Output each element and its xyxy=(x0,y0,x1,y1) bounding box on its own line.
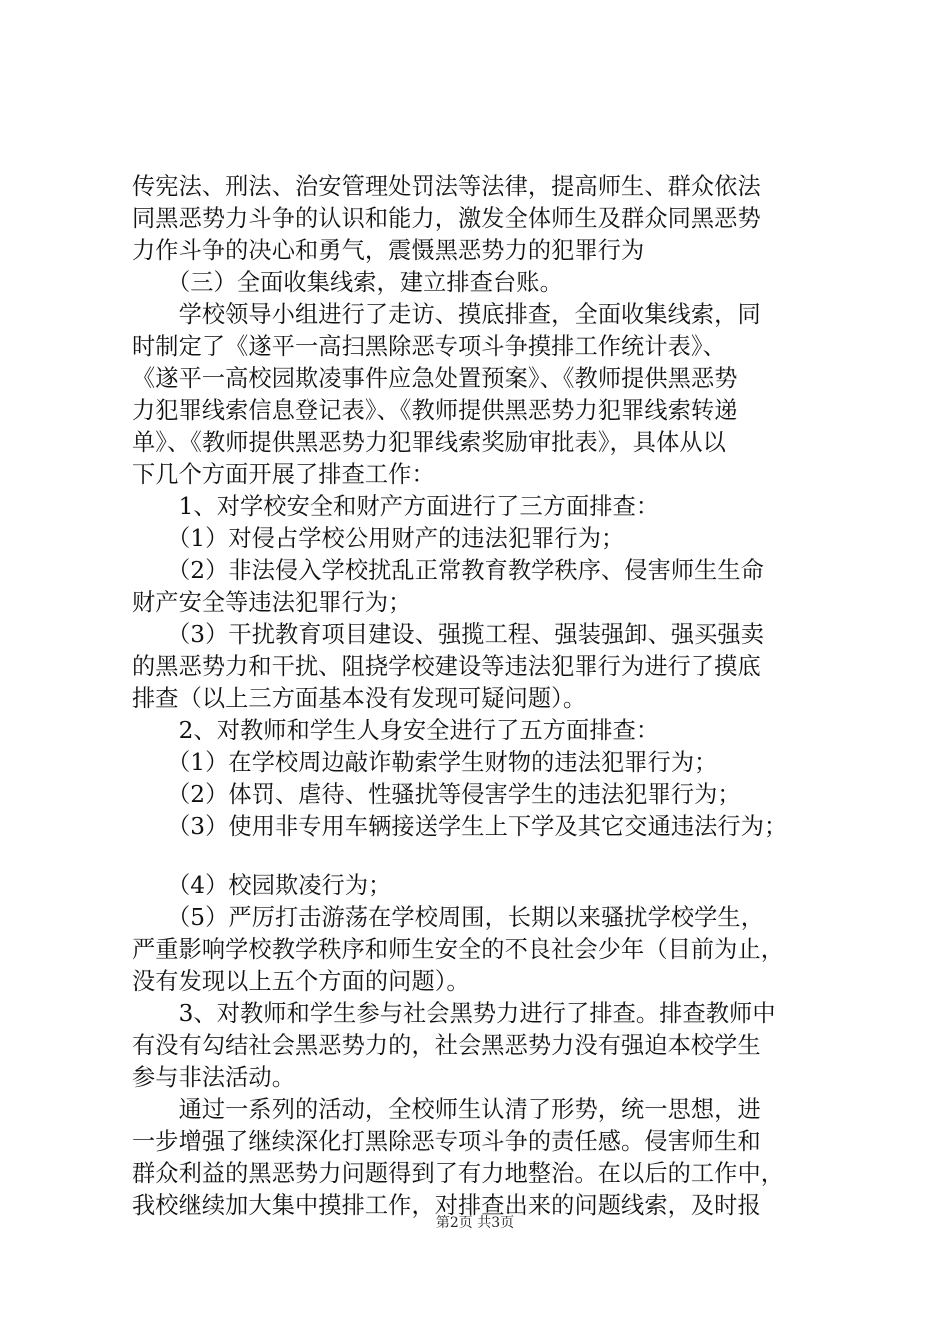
text-line: 2、对教师和学生人身安全进行了五方面排查： xyxy=(132,717,660,744)
text-line: （2）非法侵入学校扰乱正常教育教学秩序、侵害师生生命 xyxy=(132,557,765,584)
text-line: 严重影响学校教学秩序和师生安全的不良社会少年（目前为止， xyxy=(132,936,785,963)
text-line: 下几个方面开展了排查工作： xyxy=(132,461,435,488)
text-line: （1）对侵占学校公用财产的违法犯罪行为； xyxy=(132,525,625,552)
text-line: 群众利益的黑恶势力问题得到了有力地整治。在以后的工作中， xyxy=(132,1160,785,1187)
text-line: 时制定了《遂平一高扫黑除恶专项斗争摸排工作统计表》、 xyxy=(132,333,726,360)
text-line: 力犯罪线索信息登记表》、《教师提供黑恶势力犯罪线索转递 xyxy=(132,397,738,424)
text-line: 的黑恶势力和干扰、阻挠学校建设等违法犯罪行为进行了摸底 xyxy=(132,653,761,680)
text-line: 力作斗争的决心和勇气，震慑黑恶势力的犯罪行为 xyxy=(132,237,645,264)
text-line: （5）严厉打击游荡在学校周围，长期以来骚扰学校学生， xyxy=(132,904,765,931)
text-line: 1、对学校安全和财产方面进行了三方面排查： xyxy=(132,493,660,520)
text-line: 排查（以上三方面基本没有发现可疑问题）。 xyxy=(132,685,587,712)
text-line: 学校领导小组进行了走访、摸底排查，全面收集线索，同 xyxy=(132,301,761,328)
text-line: （4）校园欺凌行为； xyxy=(132,872,392,899)
text-line: 传宪法、刑法、治安管理处罚法等法律，提高师生、群众依法 xyxy=(132,173,761,200)
text-line: 《遂平一高校园欺凌事件应急处置预案》、《教师提供黑恶势 xyxy=(132,365,738,392)
text-line: 3、对教师和学生参与社会黑势力进行了排查。排查教师中 xyxy=(132,1000,776,1027)
page-number: 第2页 共3页 xyxy=(435,1215,515,1231)
section-heading: （三）全面收集线索，建立排查台账。 xyxy=(132,269,563,296)
text-line: 通过一系列的活动，全校师生认清了形势，统一思想，进 xyxy=(132,1096,761,1123)
text-line: （2）体罚、虐待、性骚扰等侵害学生的违法犯罪行为； xyxy=(132,781,741,808)
text-line: 参与非法活动。 xyxy=(132,1064,296,1091)
text-line: 有没有勾结社会黑恶势力的，社会黑恶势力没有强迫本校学生 xyxy=(132,1032,761,1059)
text-line: （3）干扰教育项目建设、强揽工程、强装强卸、强买强卖 xyxy=(132,621,765,648)
text-line: 单》、《教师提供黑恶势力犯罪线索奖励审批表》，具体从以 xyxy=(132,429,726,456)
document-body xyxy=(132,171,832,1222)
page-footer xyxy=(0,1213,950,1233)
paragraph-gap xyxy=(132,843,832,870)
text-line: （3）使用非专用车辆接送学生上下学及其它交通违法行为； xyxy=(132,813,788,840)
text-line: 一步增强了继续深化打黑除恶专项斗争的责任感。侵害师生和 xyxy=(132,1128,761,1155)
text-line: 财产安全等违法犯罪行为； xyxy=(132,589,412,616)
text-line: （1）在学校周边敲诈勒索学生财物的违法犯罪行为； xyxy=(132,749,718,776)
text-line: 同黑恶势力斗争的认识和能力，激发全体师生及群众同黑恶势 xyxy=(132,205,761,232)
text-line: 没有发现以上五个方面的问题）。 xyxy=(132,968,470,995)
text-line: 我校继续加大集中摸排工作，对排查出来的问题线索，及时报 xyxy=(132,1192,761,1219)
